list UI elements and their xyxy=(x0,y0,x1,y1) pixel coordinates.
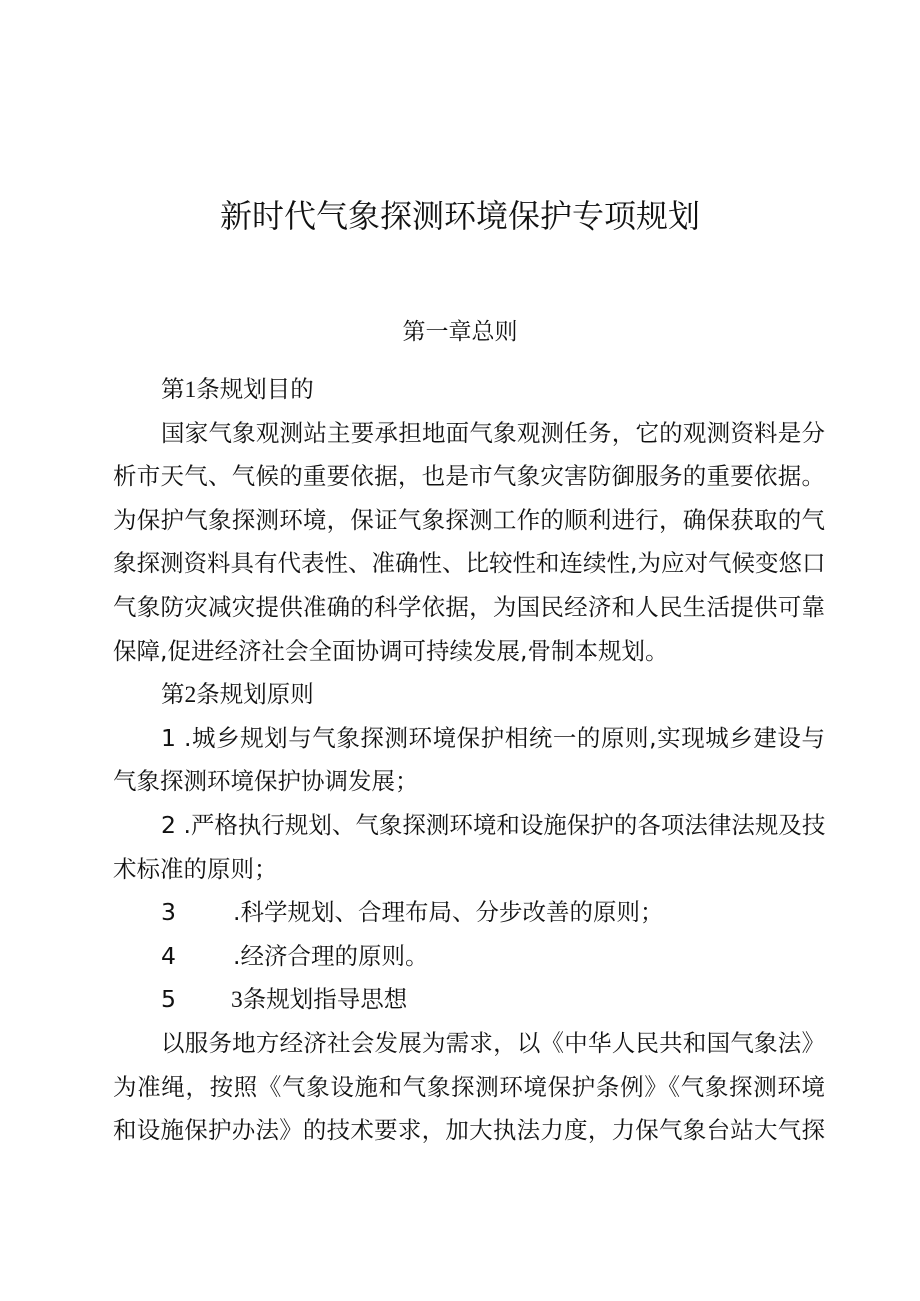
principle-item-1 xyxy=(113,717,825,761)
article-3-heading-number: 3 xyxy=(231,987,243,1014)
article-3-heading xyxy=(113,978,825,1022)
principle-text: .科学规划、合理布局、分步改善的原则； xyxy=(233,898,664,927)
article-3-line: 以服务地方经济社会发展为需求，以《中华人民共和国气象法》 xyxy=(161,1028,825,1057)
article-1-line: 气象防灾减灾提供准确的科学依据，为国民经济和人民生活提供可靠 xyxy=(113,592,825,621)
principle-item-4 xyxy=(113,935,825,979)
article-1-heading-text: 条规划目的 xyxy=(196,375,314,403)
article-3-heading-text: 条规划指导思想 xyxy=(242,985,408,1014)
principle-number: 4 xyxy=(161,941,176,970)
article-3-line: 和设施保护办法》的技术要求，加大执法力度，力保气象台站大气探 xyxy=(113,1116,825,1145)
article-3-line: 为准绳，按照《气象设施和气象探测环境保护条例》《气象探测环境 xyxy=(113,1072,825,1101)
article-3-prefix-number: 5 xyxy=(161,985,176,1014)
principle-item-2 xyxy=(113,804,825,848)
article-1-line: 为保护气象探测环境，保证气象探测工作的顺利进行，确保获取的气 xyxy=(113,505,825,534)
article-1-heading xyxy=(113,368,825,412)
article-2-heading-text: 条规划原则 xyxy=(196,680,314,709)
principle-text: .经济合理的原则。 xyxy=(233,941,429,970)
article-2-heading-pre: 第 xyxy=(161,680,185,709)
article-2-heading-number: 2 xyxy=(184,682,197,709)
document-body xyxy=(113,368,825,1153)
article-1-line: 象探测资料具有代表性、准确性、比较性和连续性,为应对气候变悠口 xyxy=(113,549,825,578)
article-1-line: 保障,促进经济社会全面协调可持续发展,骨制本规划。 xyxy=(113,636,669,665)
chapter-heading: 第一章总则 xyxy=(402,319,518,345)
principle-number: 2 xyxy=(161,810,176,839)
principle-item-2-continuation: 术标准的原则； xyxy=(113,854,278,883)
principle-number: 1 xyxy=(161,723,176,752)
principle-text: .城乡规划与气象探测环境保护相统一的原则,实现城乡建设与 xyxy=(183,723,825,752)
principle-item-3 xyxy=(113,891,825,935)
principle-item-1-continuation: 气象探测环境保护协调发展； xyxy=(113,767,419,796)
article-2-heading xyxy=(113,673,825,717)
principle-text: .严格执行规划、气象探测环境和设施保护的各项法律法规及技 xyxy=(183,810,825,839)
article-1-line: 析市天气、气候的重要依据，也是市气象灾害防御服务的重要依据。 xyxy=(113,462,825,491)
principle-number: 3 xyxy=(161,898,176,927)
document-title: 新时代气象探测环境保护专项规划 xyxy=(219,197,700,235)
article-1-line: 国家气象观测站主要承担地面气象观测任务，它的观测资料是分 xyxy=(161,418,825,447)
article-1-heading-pre: 第 xyxy=(161,375,185,403)
article-1-heading-number: 1 xyxy=(184,377,197,403)
